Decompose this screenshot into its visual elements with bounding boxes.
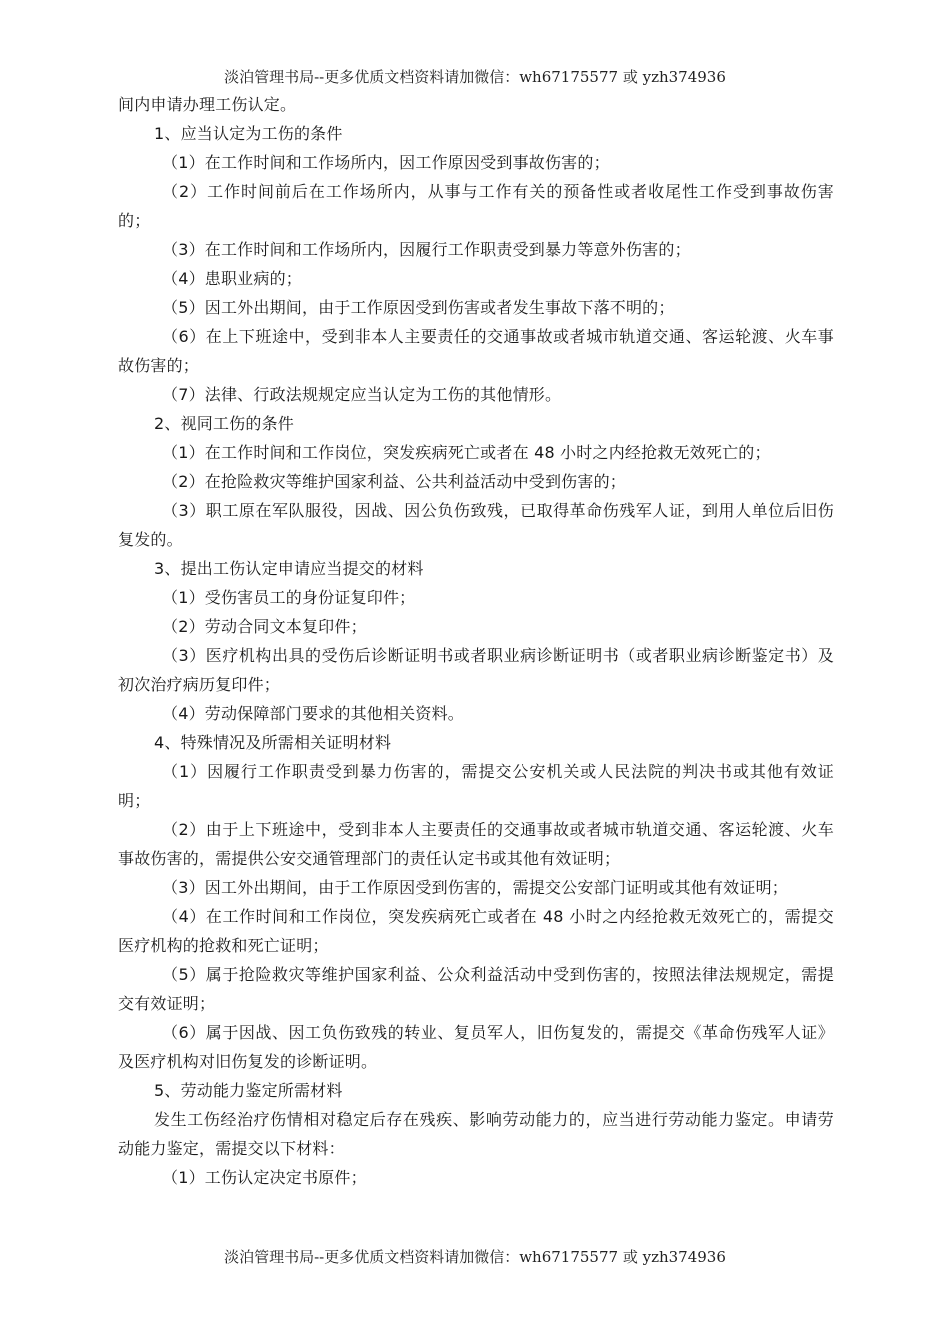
list-item: （3）职工原在军队服役，因战、因公负伤致残，已取得革命伤残军人证，到用人单位后旧伤复发的。 — [118, 501, 834, 549]
paragraph: 间内申请办理工伤认定。 — [118, 95, 297, 114]
list-item: （3）在工作时间和工作场所内，因履行工作职责受到暴力等意外伤害的； — [162, 240, 691, 259]
list-item: （4）患职业病的； — [162, 269, 302, 288]
list-item: （1）工伤认定决定书原件； — [162, 1168, 367, 1187]
page-header: 淡泊管理书局--更多优质文档资料请加微信：wh67175577 或 yzh374936 — [224, 68, 726, 86]
section-heading: 4、特殊情况及所需相关证明材料 — [154, 733, 392, 752]
page-footer: 淡泊管理书局--更多优质文档资料请加微信：wh67175577 或 yzh374936 — [224, 1248, 726, 1266]
list-item: （1）受伤害员工的身份证复印件； — [162, 588, 416, 607]
section-heading: 1、应当认定为工伤的条件 — [154, 124, 343, 143]
list-item: （7）法律、行政法规规定应当认定为工伤的其他情形。 — [162, 385, 562, 404]
list-item: （6）属于因战、因工负伤致残的转业、复员军人，旧伤复发的，需提交《革命伤残军人证》及医疗机构对旧伤复发的诊断证明。 — [118, 1023, 834, 1071]
section-heading: 2、视同工伤的条件 — [154, 414, 294, 433]
list-item: （4）劳动保障部门要求的其他相关资料。 — [162, 704, 464, 723]
section-heading: 5、劳动能力鉴定所需材料 — [154, 1081, 343, 1100]
list-item: （6）在上下班途中，受到非本人主要责任的交通事故或者城市轨道交通、客运轮渡、火车事故伤害的； — [118, 327, 834, 375]
paragraph: 发生工伤经治疗伤情相对稳定后存在残疾、影响劳动能力的，应当进行劳动能力鉴定。申请劳动能力鉴定，需提交以下材料： — [118, 1110, 834, 1158]
list-item: （3）因工外出期间，由于工作原因受到伤害的，需提交公安部门证明或其他有效证明； — [162, 878, 788, 897]
list-item: （1）在工作时间和工作场所内，因工作原因受到事故伤害的； — [162, 153, 610, 172]
list-item: （2）工作时间前后在工作场所内，从事与工作有关的预备性或者收尾性工作受到事故伤害的； — [118, 182, 834, 230]
list-item: （4）在工作时间和工作岗位，突发疾病死亡或者在 48 小时之内经抢救无效死亡的，需提交医疗机构的抢救和死亡证明； — [118, 907, 834, 955]
section-heading: 3、提出工伤认定申请应当提交的材料 — [154, 559, 424, 578]
list-item: （2）劳动合同文本复印件； — [162, 617, 367, 636]
list-item: （1）在工作时间和工作岗位，突发疾病死亡或者在 48 小时之内经抢救无效死亡的； — [162, 443, 771, 462]
list-item: （5）属于抢险救灾等维护国家利益、公众利益活动中受到伤害的，按照法律法规规定，需提交有效证明； — [118, 965, 834, 1013]
list-item: （5）因工外出期间，由于工作原因受到伤害或者发生事故下落不明的； — [162, 298, 675, 317]
document-body — [118, 90, 834, 1192]
list-item: （2）在抢险救灾等维护国家利益、公共利益活动中受到伤害的； — [162, 472, 626, 491]
list-item: （2）由于上下班途中，受到非本人主要责任的交通事故或者城市轨道交通、客运轮渡、火车事故伤害的，需提供公安交通管理部门的责任认定书或其他有效证明； — [118, 820, 834, 868]
list-item: （1）因履行工作职责受到暴力伤害的，需提交公安机关或人民法院的判决书或其他有效证明； — [118, 762, 834, 810]
list-item: （3）医疗机构出具的受伤后诊断证明书或者职业病诊断证明书（或者职业病诊断鉴定书）及初次治疗病历复印件； — [118, 646, 834, 694]
